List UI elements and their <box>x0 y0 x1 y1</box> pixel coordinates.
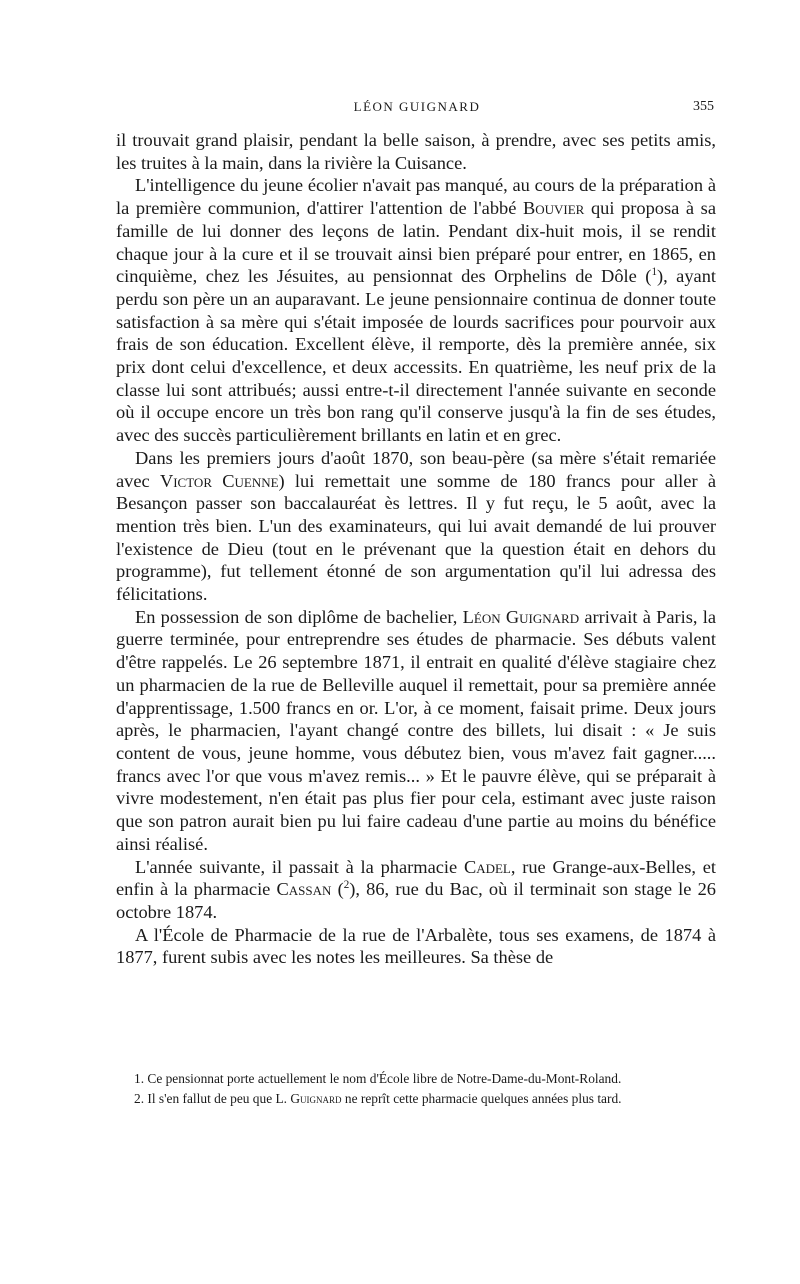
paragraph-4 <box>116 606 716 856</box>
footnote-1 <box>116 1069 716 1089</box>
paragraph-2 <box>116 174 716 446</box>
person-name: Bouvier <box>522 198 585 219</box>
footnote-ref-2: 2 <box>343 879 350 892</box>
person-name: Léon Guignard <box>462 606 580 627</box>
paragraph-3 <box>116 447 716 606</box>
person-name: Cassan <box>276 879 332 900</box>
running-title: LÉON GUIGNARD <box>353 99 481 114</box>
text-run: ( <box>331 879 344 900</box>
text-run: L'intelligence du jeune écolier n'avait pas manqué, au cours de la préparation à la première communion, d'attirer l'attention de l'abbé <box>116 175 716 219</box>
footnote-text: ne reprît cette pharmacie quelques années plus tard. <box>341 1091 622 1106</box>
text-run: En possession de son diplôme de bachelier, <box>135 606 463 627</box>
footnote-ref-1: 1 <box>651 266 657 279</box>
text-run: qui proposa à sa famille de lui donner des leçons de latin. Pendant dix-huit mois, il se rendit chaque jour à la cure et il se trouvait ainsi bien préparé pour entrer, en 1865, en cinquième, chez les Jésuites, au pensionnat des Orphelins de Dôle ( <box>116 198 716 287</box>
paragraph-6 <box>116 924 716 969</box>
main-text <box>116 129 716 969</box>
paragraph-5 <box>116 856 716 924</box>
text-run: A l'École de Pharmacie de la rue de l'Arbalète, tous ses examens, de 1874 à 1877, furent subis avec les notes les meilleures. Sa thèse de <box>116 924 716 968</box>
footnote-text: 1. Ce pensionnat porte actuellement le nom d'École libre de Notre-Dame-du-Mont-Roland. <box>134 1071 622 1086</box>
text-run: ), 86, rue du Bac, où il terminait son stage le 26 octobre 1874. <box>116 879 716 922</box>
person-name: Cadel <box>463 856 511 877</box>
person-name: Guignard <box>290 1091 342 1106</box>
text-run: L'année suivante, il passait à la pharmacie <box>135 856 464 877</box>
footnote-2 <box>116 1089 716 1109</box>
text-run: il trouvait grand plaisir, pendant la belle saison, à prendre, avec ses petits amis, les truites à la main, dans la rivière la Cuisance. <box>116 130 716 173</box>
text-run: arrivait à Paris, la guerre terminée, pour entreprendre ses études de pharmacie. Ses débuts valent d'être rappelés. Le 26 septembre 1871, il entrait en qualité d'élève stagiaire chez un pharmacien de la rue de Belleville auquel il remettait, pour sa première année d'apprentissage, 1.500 francs en or. L'or, à ce moment, faisait prime. Deux jours après, le pharmacien, l'ayant changé contre des billets, lui disait : « Je suis content de vous, jeune homme, vous débutez bien, vous m'avez fait gagner..... francs avec l'or que vous m'avez remis... » Et le pauvre élève, qui se préparait à vivre modestement, n'en était pas plus fier pour cela, estimant avec juste raison que son patron aurait bien pu lui faire cadeau d'une partie au moins du bénéfice ainsi réalisé. <box>116 606 717 854</box>
text-run: ) lui remettait une somme de 180 francs pour aller à Besançon passer son baccalauréat ès lettres. Il y fut reçu, le 5 août, avec la mention très bien. L'un des examinateurs, qui lui avait demandé de lui prouver l'existence de Dieu (tout en le prévenant que la question était en dehors du programme), fut tellement étonné de son argumentation qu'il lui adressa des félicitations. <box>116 470 716 605</box>
person-name: Victor Cuenne <box>159 470 279 491</box>
paragraph-1 <box>116 129 716 174</box>
text-run: ), ayant perdu son père un an auparavant. Le jeune pensionnaire continua de donner toute satisfaction à sa mère qui s'était imposée de lourds sacrifices pour pourvoir aux frais de son éducation. Excellent élève, il remporte, dès la première année, six prix dont celui d'excellence, et deux accessits. En quatrième, les neuf prix de la classe lui sont attribués; aussi entre-t-il directement l'année suivante en seconde où il occupe encore un très bon rang qu'il conserve jusqu'à la fin de ses études, avec des succès particulièrement brillants en latin et en grec. <box>116 266 717 446</box>
footnote-text: 2. Il s'en fallut de peu que L. <box>134 1091 291 1106</box>
text-run: Dans les premiers jours d'août 1870, son beau-père (sa mère s'était remariée avec <box>116 447 716 491</box>
running-header <box>118 96 716 118</box>
text-run: , rue Grange-aux-Belles, et enfin à la pharmacie <box>116 856 717 900</box>
page-number: 355 <box>693 99 714 114</box>
footnotes <box>116 1069 716 1109</box>
